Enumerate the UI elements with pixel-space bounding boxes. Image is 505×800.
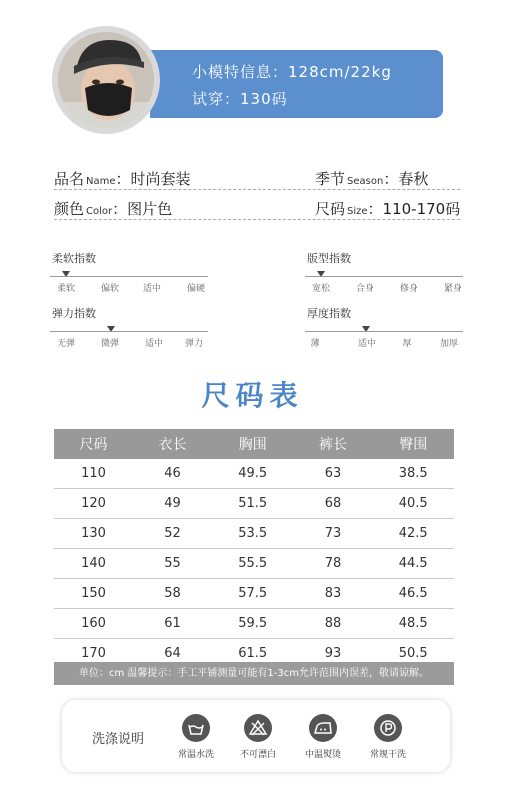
index-label: 偏软 [100,284,119,294]
name-field [54,168,191,189]
column-header: 尺码 [54,429,133,459]
index-label: 柔软 [56,284,75,294]
iron-icon [309,714,337,742]
name-value: ：时尚套装 [115,170,191,188]
size-label: 尺码 [315,200,346,218]
model-photo [58,32,154,128]
model-avatar [58,32,154,128]
index-label: 紧身 [443,284,462,294]
season-field [315,168,428,189]
table-cell: 170 [54,639,133,669]
index-label: 加厚 [439,339,458,349]
index-label: 适中 [144,339,163,349]
column-header: 臀围 [372,429,454,459]
model-info-line: 小模特信息：128cm/22kg [192,63,392,81]
table-cell: 40.5 [372,489,454,519]
index-scale-line [305,276,463,277]
index-label: 厚 [402,339,412,349]
table-cell: 120 [54,489,133,519]
index-scale-line [50,331,208,332]
table-cell: 57.5 [212,579,294,609]
index-label: 宽松 [311,284,330,294]
table-cell: 150 [54,579,133,609]
washing-instructions [62,700,450,772]
color-value: ：图片色 [112,200,173,218]
table-cell: 63 [293,459,372,489]
size-table [54,429,454,669]
divider [54,219,460,220]
index-label: 薄 [310,339,320,349]
dry-clean-icon [374,714,402,742]
table-cell: 46 [133,459,212,489]
index-thickness [305,305,465,355]
table-cell: 140 [54,549,133,579]
table-cell: 93 [293,639,372,669]
color-label-en: Color [86,206,113,217]
table-cell: 59.5 [212,609,294,639]
model-info-banner [150,50,443,118]
table-cell: 55 [133,549,212,579]
table-cell: 55.5 [212,549,294,579]
table-cell: 46.5 [372,579,454,609]
season-label-en: Season [347,176,384,187]
table-cell: 49 [133,489,212,519]
name-label-en: Name [86,176,116,187]
table-row [54,459,454,489]
index-title: 弹力指数 [52,307,96,320]
column-header: 衣长 [133,429,212,459]
wash-item [228,714,288,764]
table-cell: 42.5 [372,519,454,549]
index-title: 版型指数 [307,252,351,265]
no-bleach-icon [244,714,272,742]
divider [54,189,460,190]
size-label-en: Size [347,206,368,217]
table-cell: 53.5 [212,519,294,549]
season-label: 季节 [315,170,346,188]
size-chart-title: 尺码表 [201,379,304,412]
table-cell: 50.5 [372,639,454,669]
table-row [54,609,454,639]
table-cell: 49.5 [212,459,294,489]
index-label: 适中 [142,284,161,294]
table-cell: 130 [54,519,133,549]
table-cell: 73 [293,519,372,549]
size-value: ：110-170码 [367,200,461,218]
table-row [54,519,454,549]
index-label: 合身 [355,284,374,294]
model-tryon-line: 试穿：130码 [192,90,288,108]
index-label: 无弹 [56,339,75,349]
table-cell: 110 [54,459,133,489]
index-label: 适中 [357,339,376,349]
table-cell: 64 [133,639,212,669]
index-title: 厚度指数 [307,307,351,320]
wash-item [358,714,418,764]
table-cell: 160 [54,609,133,639]
index-scale-line [305,331,463,332]
wash-label: 常温水洗 [177,750,214,760]
wash-item [293,714,353,764]
table-cell: 52 [133,519,212,549]
column-header: 裤长 [293,429,372,459]
table-cell: 78 [293,549,372,579]
washing-title: 洗涤说明 [92,732,145,747]
table-row [54,489,454,519]
index-title: 柔软指数 [52,252,96,265]
table-cell: 58 [133,579,212,609]
index-label: 微弹 [100,339,119,349]
wash-label: 中温熨烫 [304,750,341,760]
index-elasticity [50,305,210,355]
table-cell: 61.5 [212,639,294,669]
table-cell: 51.5 [212,489,294,519]
table-cell: 68 [293,489,372,519]
wash-label: 不可漂白 [239,750,276,760]
column-header: 胸围 [212,429,294,459]
index-label: 修身 [399,284,418,294]
index-label: 弹力 [184,339,203,349]
index-scale-line [50,276,208,277]
table-row [54,549,454,579]
table-cell: 88 [293,609,372,639]
color-label: 颜色 [54,200,85,218]
color-field [54,198,172,219]
size-field [315,198,460,219]
measurement-note: 单位：cm 温馨提示：手工平铺测量可能有1-3cm允许范围内误差，敬请谅解。 [54,662,454,685]
index-label: 偏硬 [186,284,205,294]
index-softness [50,250,210,300]
table-cell: 44.5 [372,549,454,579]
table-row [54,579,454,609]
wash-item [166,714,226,764]
table-header-row [54,429,454,459]
table-cell: 48.5 [372,609,454,639]
table-cell: 38.5 [372,459,454,489]
name-label: 品名 [54,170,85,188]
table-cell: 61 [133,609,212,639]
wash-tub-icon [182,714,210,742]
season-value: ：春秋 [383,170,429,188]
index-fit [305,250,465,300]
wash-label: 常规干洗 [369,750,406,760]
table-cell: 83 [293,579,372,609]
